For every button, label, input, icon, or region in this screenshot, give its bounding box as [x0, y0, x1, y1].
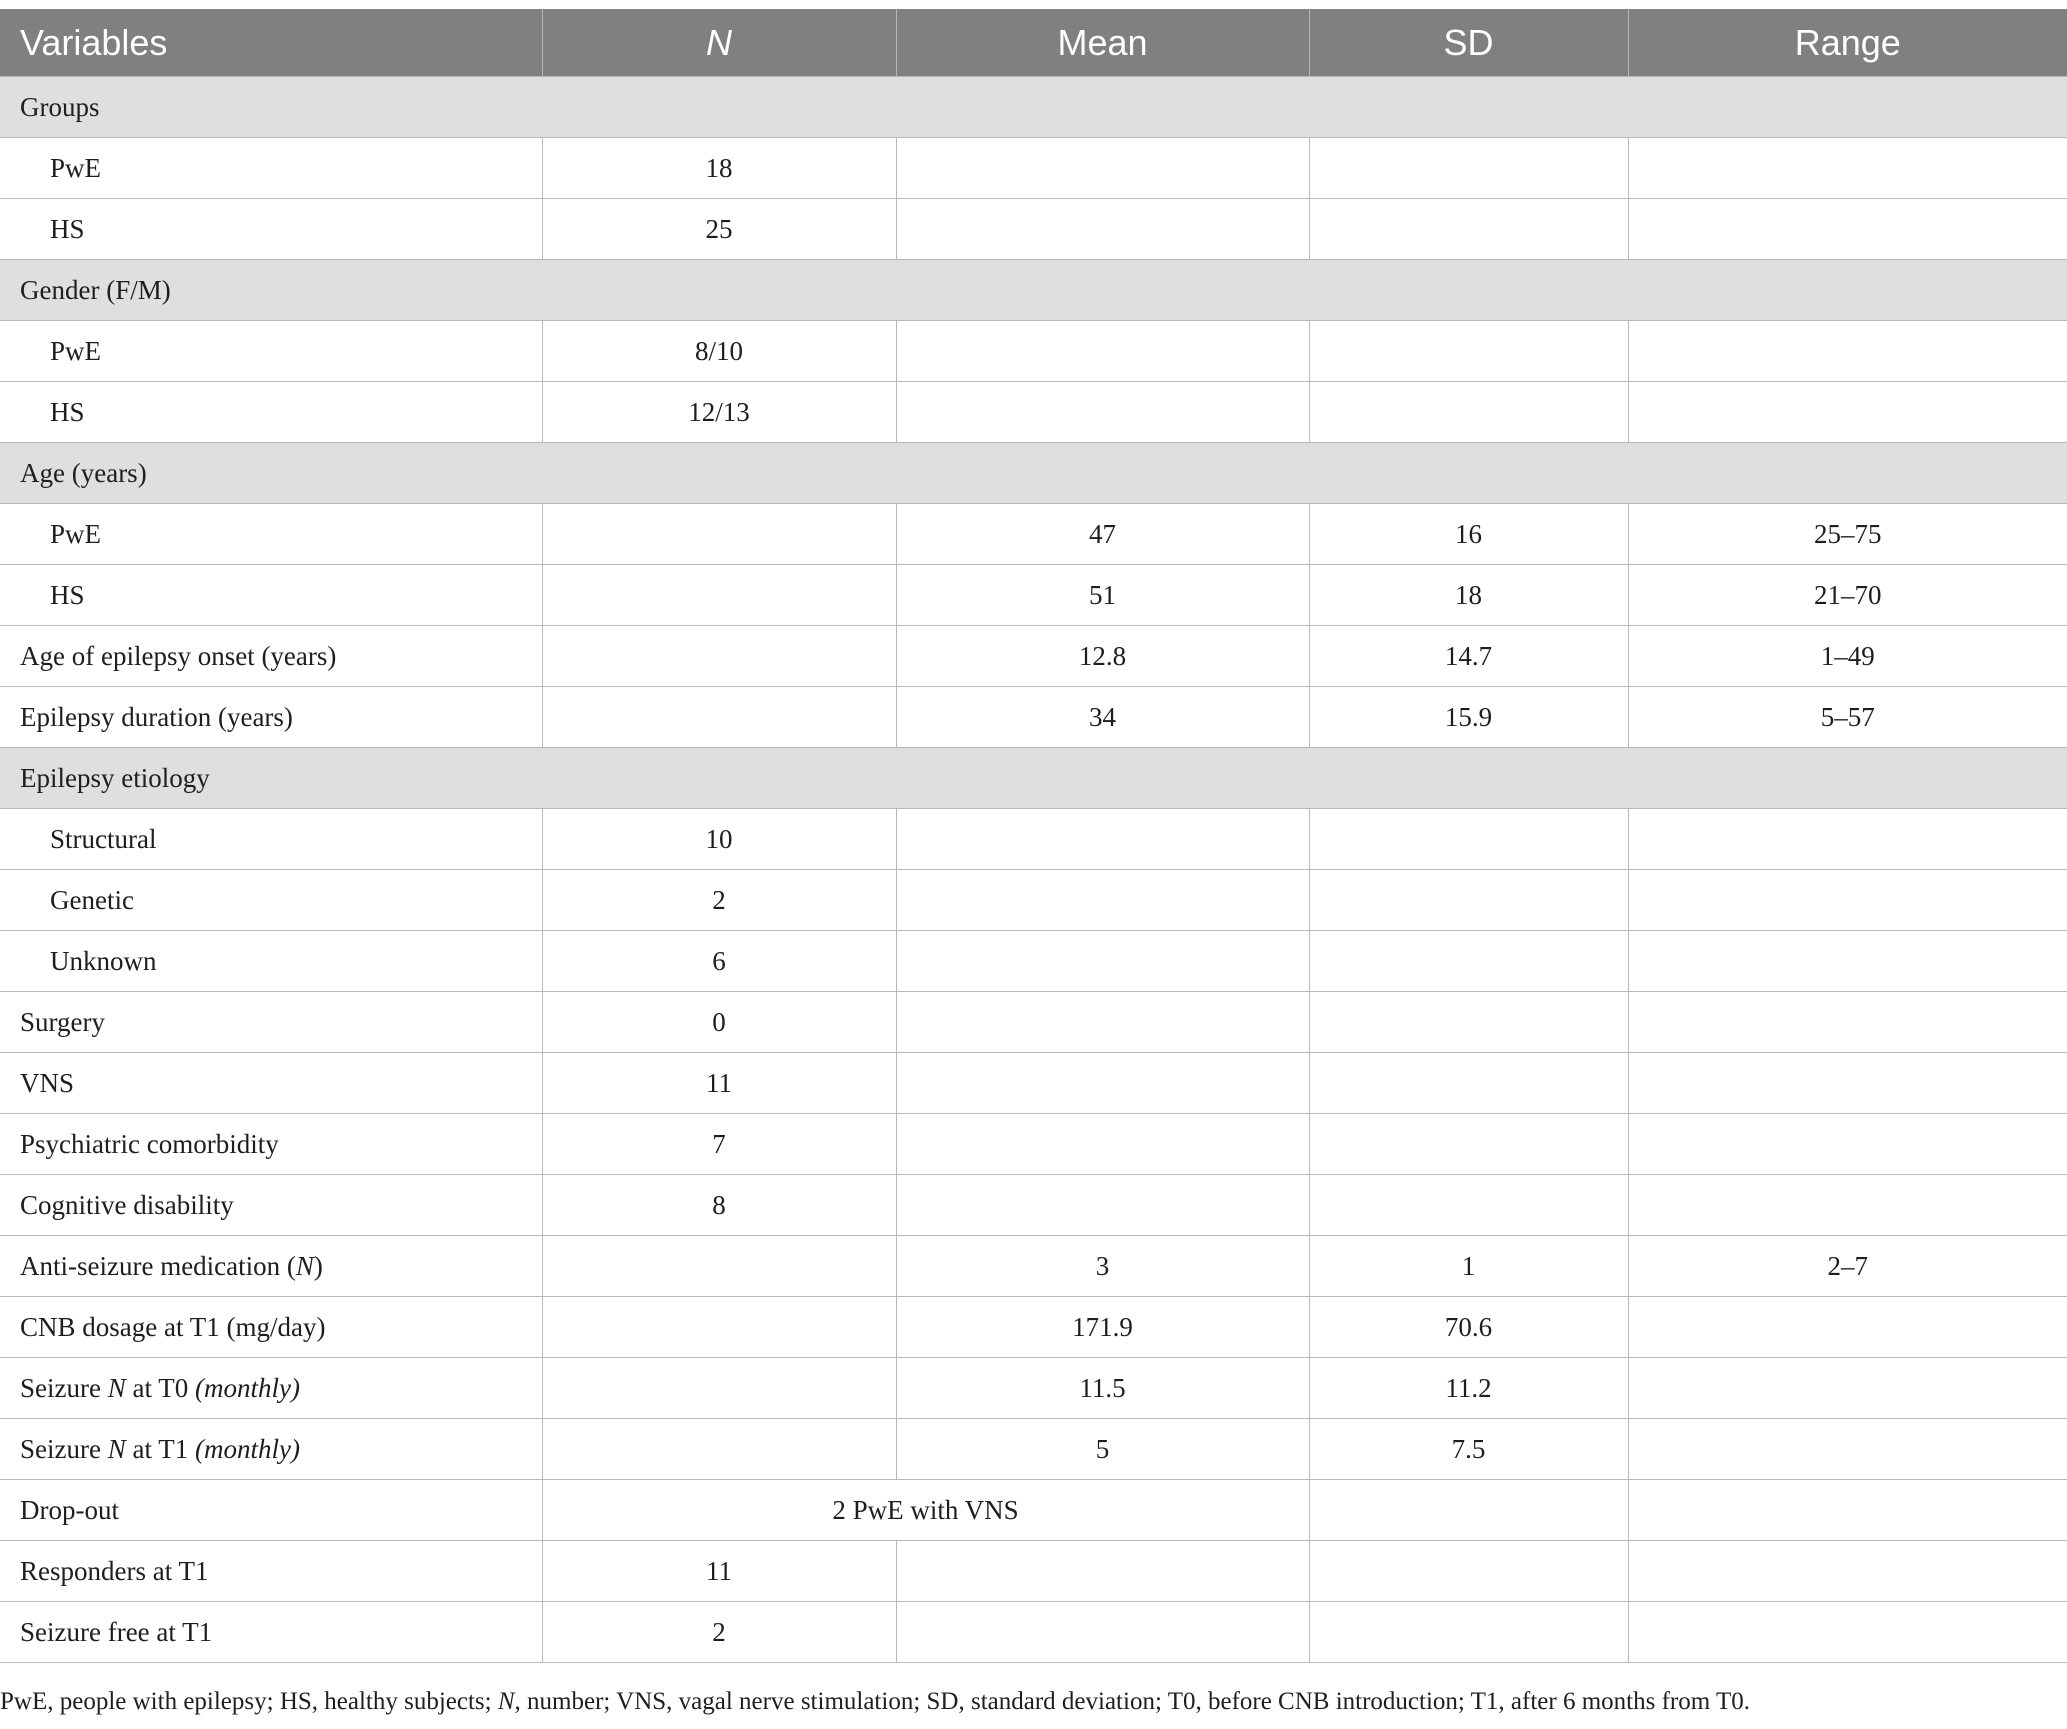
cell-mean — [896, 1541, 1309, 1602]
cell-sd: 1 — [1309, 1236, 1628, 1297]
section-row — [0, 443, 2067, 504]
cell-range — [1628, 809, 2067, 870]
label-fragment: ) — [313, 1250, 323, 1281]
cell-range — [1628, 992, 2067, 1053]
header-n — [542, 9, 896, 77]
header-variables: Variables — [0, 9, 542, 77]
cell-sd: 70.6 — [1309, 1297, 1628, 1358]
cell-n: 25 — [542, 199, 896, 260]
row-label: Psychiatric comorbidity — [0, 1114, 542, 1175]
cell-n — [542, 1419, 896, 1480]
row-label — [0, 1358, 542, 1419]
cell-range — [1628, 1114, 2067, 1175]
cell-mean: 47 — [896, 504, 1309, 565]
section-row — [0, 748, 2067, 809]
cell-mean — [896, 809, 1309, 870]
section-label: Age (years) — [0, 443, 2067, 504]
cell-mean: 51 — [896, 565, 1309, 626]
table-row — [0, 138, 2067, 199]
row-label: Age of epilepsy onset (years) — [0, 626, 542, 687]
table-row — [0, 1480, 2067, 1541]
table-row — [0, 1053, 2067, 1114]
cell-n: 8 — [542, 1175, 896, 1236]
table-row — [0, 199, 2067, 260]
table-row — [0, 1175, 2067, 1236]
table-row — [0, 992, 2067, 1053]
cell-range — [1628, 1175, 2067, 1236]
cell-sd — [1309, 1053, 1628, 1114]
cell-sd — [1309, 931, 1628, 992]
header-mean: Mean — [896, 9, 1309, 77]
cell-n: 2 — [542, 870, 896, 931]
cell-range: 2–7 — [1628, 1236, 2067, 1297]
label-fragment: Seizure — [20, 1372, 108, 1403]
label-fragment: N — [497, 1688, 515, 1715]
cell-range — [1628, 1419, 2067, 1480]
cell-range — [1628, 1358, 2067, 1419]
label-fragment: N — [107, 1433, 126, 1464]
data-table — [0, 9, 2067, 1663]
cell-sd — [1309, 321, 1628, 382]
cell-mean: 11.5 — [896, 1358, 1309, 1419]
cell-range — [1628, 138, 2067, 199]
cell-mean — [896, 931, 1309, 992]
label-fragment: at T0 — [125, 1372, 195, 1403]
row-label: Responders at T1 — [0, 1541, 542, 1602]
row-label: PwE — [0, 138, 542, 199]
cell-n: 12/13 — [542, 382, 896, 443]
cell-range — [1628, 382, 2067, 443]
cell-mean: 3 — [896, 1236, 1309, 1297]
cell-n: 10 — [542, 809, 896, 870]
row-label: HS — [0, 199, 542, 260]
cell-range — [1628, 931, 2067, 992]
row-label: PwE — [0, 504, 542, 565]
header-sd: SD — [1309, 9, 1628, 77]
row-label — [0, 1236, 542, 1297]
table-row — [0, 1297, 2067, 1358]
cell-sd — [1309, 138, 1628, 199]
cell-n: 18 — [542, 138, 896, 199]
row-label: HS — [0, 565, 542, 626]
cell-n: 0 — [542, 992, 896, 1053]
table-row — [0, 809, 2067, 870]
table-row — [0, 1358, 2067, 1419]
cell-sd — [1309, 1602, 1628, 1663]
cell-range — [1628, 1053, 2067, 1114]
row-label: Unknown — [0, 931, 542, 992]
cell-n: 11 — [542, 1053, 896, 1114]
label-fragment: N — [295, 1250, 314, 1281]
table-row — [0, 565, 2067, 626]
cell-n — [542, 1236, 896, 1297]
table-header-row — [0, 9, 2067, 77]
cell-range: 25–75 — [1628, 504, 2067, 565]
header-n-label: N — [706, 21, 732, 63]
cell-mean — [896, 138, 1309, 199]
table-row — [0, 931, 2067, 992]
cell-n — [542, 1297, 896, 1358]
row-label: Surgery — [0, 992, 542, 1053]
label-fragment: Anti-seizure medication ( — [20, 1250, 296, 1281]
cell-n — [542, 565, 896, 626]
cell-range — [1628, 321, 2067, 382]
cell-mean — [896, 382, 1309, 443]
label-fragment: (monthly) — [194, 1433, 300, 1464]
cell-n: 8/10 — [542, 321, 896, 382]
label-fragment: PwE, people with epilepsy; HS, healthy subjects; — [0, 1688, 498, 1715]
row-label — [0, 1419, 542, 1480]
cell-sd — [1309, 1175, 1628, 1236]
cell-sd — [1309, 1480, 1628, 1541]
label-fragment: at T1 — [125, 1433, 195, 1464]
cell-range — [1628, 199, 2067, 260]
header-range: Range — [1628, 9, 2067, 77]
cell-mean — [896, 992, 1309, 1053]
cell-range: 5–57 — [1628, 687, 2067, 748]
cell-mean: 171.9 — [896, 1297, 1309, 1358]
label-fragment: Seizure — [20, 1433, 108, 1464]
cell-sd — [1309, 199, 1628, 260]
row-label: VNS — [0, 1053, 542, 1114]
cell-n — [542, 504, 896, 565]
table-row — [0, 1419, 2067, 1480]
cell-sd — [1309, 809, 1628, 870]
cell-mean — [896, 1602, 1309, 1663]
cell-mean: 34 — [896, 687, 1309, 748]
label-fragment: N — [107, 1372, 126, 1403]
cell-sd — [1309, 992, 1628, 1053]
cell-sd — [1309, 1114, 1628, 1175]
data-table-container — [0, 9, 2067, 1663]
cell-sd: 16 — [1309, 504, 1628, 565]
cell-n — [542, 1358, 896, 1419]
cell-sd — [1309, 382, 1628, 443]
table-row — [0, 626, 2067, 687]
table-body — [0, 77, 2067, 1663]
cell-range: 1–49 — [1628, 626, 2067, 687]
table-row — [0, 1236, 2067, 1297]
table-row — [0, 504, 2067, 565]
table-footnote — [0, 1688, 2067, 1716]
cell-sd — [1309, 1541, 1628, 1602]
row-label: CNB dosage at T1 (mg/day) — [0, 1297, 542, 1358]
cell-n: 2 — [542, 1602, 896, 1663]
cell-n: 7 — [542, 1114, 896, 1175]
row-label: PwE — [0, 321, 542, 382]
cell-n — [542, 687, 896, 748]
cell-mean — [896, 1175, 1309, 1236]
cell-range — [1628, 1297, 2067, 1358]
cell-mean: 5 — [896, 1419, 1309, 1480]
section-row — [0, 77, 2067, 138]
row-label: Epilepsy duration (years) — [0, 687, 542, 748]
cell-range — [1628, 1602, 2067, 1663]
cell-sd — [1309, 870, 1628, 931]
cell-sd: 18 — [1309, 565, 1628, 626]
table-row — [0, 687, 2067, 748]
cell-mean — [896, 199, 1309, 260]
cell-mean — [896, 1053, 1309, 1114]
row-label: Cognitive disability — [0, 1175, 542, 1236]
row-label: Seizure free at T1 — [0, 1602, 542, 1663]
table-row — [0, 870, 2067, 931]
row-label: Drop-out — [0, 1480, 542, 1541]
table-row — [0, 1114, 2067, 1175]
cell-sd: 15.9 — [1309, 687, 1628, 748]
row-label: HS — [0, 382, 542, 443]
row-label: Genetic — [0, 870, 542, 931]
cell-n: 6 — [542, 931, 896, 992]
cell-merged-n-mean: 2 PwE with VNS — [542, 1480, 1309, 1541]
cell-mean — [896, 1114, 1309, 1175]
label-fragment: (monthly) — [194, 1372, 300, 1403]
cell-mean — [896, 870, 1309, 931]
cell-range — [1628, 870, 2067, 931]
cell-n: 11 — [542, 1541, 896, 1602]
section-label: Groups — [0, 77, 2067, 138]
section-label: Epilepsy etiology — [0, 748, 2067, 809]
table-row — [0, 321, 2067, 382]
table-row — [0, 382, 2067, 443]
row-label: Structural — [0, 809, 542, 870]
label-fragment: , number; VNS, vagal nerve stimulation; SD, standard deviation; T0, before CNB introduction; T1, after 6 months from T0. — [514, 1688, 1751, 1715]
cell-range: 21–70 — [1628, 565, 2067, 626]
section-row — [0, 260, 2067, 321]
cell-sd: 7.5 — [1309, 1419, 1628, 1480]
table-row — [0, 1602, 2067, 1663]
section-label: Gender (F/M) — [0, 260, 2067, 321]
cell-n — [542, 626, 896, 687]
cell-range — [1628, 1480, 2067, 1541]
cell-range — [1628, 1541, 2067, 1602]
table-row — [0, 1541, 2067, 1602]
cell-sd: 14.7 — [1309, 626, 1628, 687]
cell-sd: 11.2 — [1309, 1358, 1628, 1419]
cell-mean — [896, 321, 1309, 382]
cell-mean: 12.8 — [896, 626, 1309, 687]
